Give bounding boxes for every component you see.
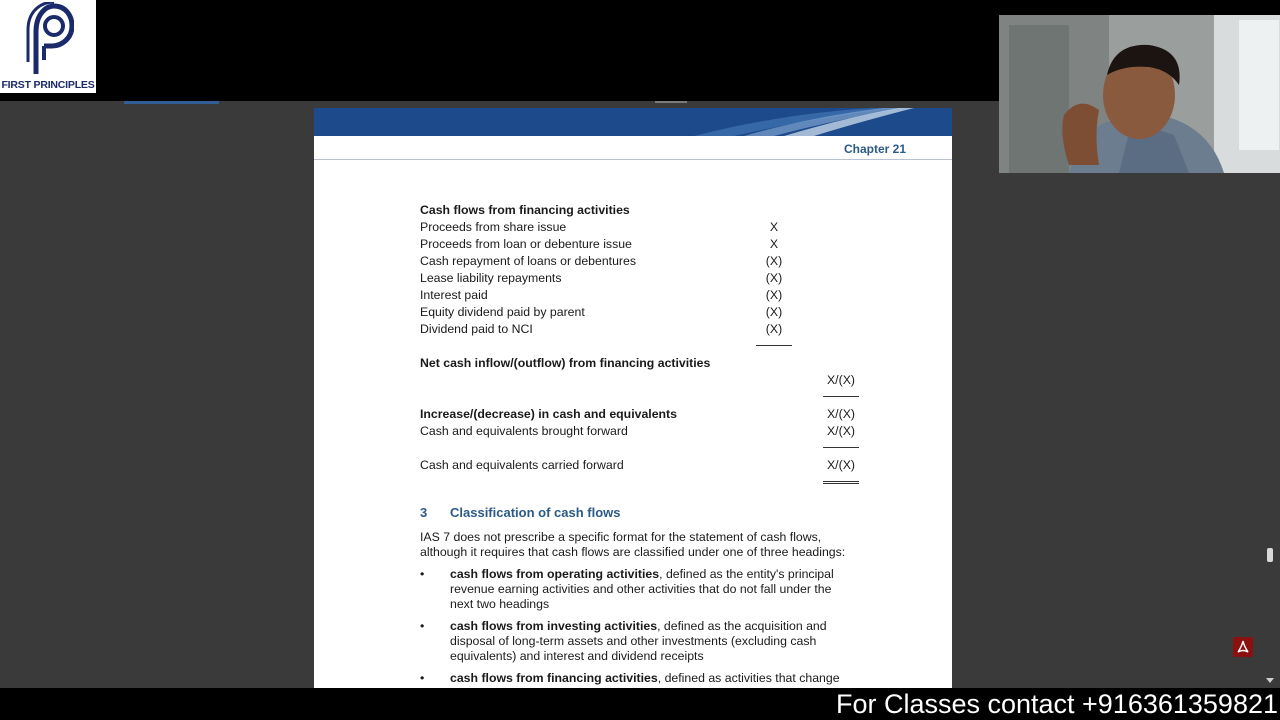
summary-row bbox=[420, 406, 880, 423]
scroll-down-arrow-icon[interactable] bbox=[1266, 678, 1274, 683]
table-row bbox=[420, 287, 880, 304]
net-cash-label: Net cash inflow/(outflow) from financing activities bbox=[420, 356, 711, 370]
bullet-term: cash flows from operating activities bbox=[450, 567, 660, 581]
summary-row bbox=[420, 423, 880, 440]
subtotal-rule bbox=[756, 345, 792, 346]
row-label: Cash repayment of loans or debentures bbox=[420, 254, 637, 268]
net-cash-row bbox=[420, 355, 880, 372]
net-cash-value: X/(X) bbox=[826, 373, 855, 387]
logo-text: FIRST PRINCIPLES bbox=[1, 79, 95, 91]
row-value: X bbox=[769, 220, 779, 234]
row-label: Equity dividend paid by parent bbox=[420, 305, 585, 319]
row-label: Dividend paid to NCI bbox=[420, 322, 533, 336]
section-title: Classification of cash flows bbox=[450, 505, 621, 520]
bullet-dot: • bbox=[420, 619, 425, 633]
scrollbar-thumb[interactable] bbox=[1267, 548, 1273, 562]
bullet-text: next two headings bbox=[450, 597, 550, 611]
bullet-text: revenue earning activities and other activities that do not fall under the bbox=[450, 582, 832, 596]
bullet-text: , defined as activities that change bbox=[657, 671, 840, 685]
pdf-icon[interactable] bbox=[1233, 637, 1253, 657]
logo bbox=[0, 0, 96, 93]
webcam-feed bbox=[999, 15, 1280, 173]
table-row bbox=[420, 236, 880, 253]
list-item bbox=[420, 671, 875, 688]
double-total-rule bbox=[823, 483, 859, 484]
first-principles-logo-icon bbox=[22, 2, 74, 76]
section-number: 3 bbox=[420, 505, 428, 520]
bullet-text: disposal of long-term assets and other investments (excluding cash bbox=[450, 634, 817, 648]
chapter-label: Chapter 21 bbox=[843, 142, 906, 156]
summary-value: X/(X) bbox=[826, 407, 855, 421]
section-heading bbox=[420, 505, 621, 520]
financing-heading-row bbox=[420, 202, 880, 219]
summary-label: Cash and equivalents brought forward bbox=[420, 424, 628, 438]
bullet-term: cash flows from financing activities bbox=[450, 671, 658, 685]
active-tab-indicator[interactable] bbox=[124, 101, 219, 104]
intro-line: although it requires that cash flows are classified under one of three headings: bbox=[420, 545, 846, 559]
summary-row bbox=[420, 457, 880, 474]
pdf-page bbox=[314, 108, 952, 688]
row-value: (X) bbox=[765, 288, 783, 302]
net-cash-value-row bbox=[420, 372, 880, 389]
bullet-text: equivalents) and interest and dividend receipts bbox=[450, 649, 704, 663]
bullet-text: , defined as the entity's principal bbox=[659, 567, 834, 581]
intro-paragraph bbox=[420, 530, 875, 560]
total-rule bbox=[823, 396, 859, 397]
bullet-dot: • bbox=[420, 671, 425, 685]
table-row bbox=[420, 219, 880, 236]
row-label: Lease liability repayments bbox=[420, 271, 562, 285]
row-value: (X) bbox=[765, 254, 783, 268]
list-item bbox=[420, 619, 875, 667]
list-item bbox=[420, 567, 875, 615]
subtotal-rule bbox=[823, 447, 859, 448]
table-row bbox=[420, 270, 880, 287]
row-value: (X) bbox=[765, 322, 783, 336]
table-row bbox=[420, 304, 880, 321]
contact-banner: For Classes contact +916361359821 bbox=[835, 689, 1278, 719]
row-value: X bbox=[769, 237, 779, 251]
row-value: (X) bbox=[765, 305, 783, 319]
bullet-text: , defined as the acquisition and bbox=[657, 619, 827, 633]
webcam-image bbox=[999, 15, 1280, 173]
table-row bbox=[420, 253, 880, 270]
bullet-term: cash flows from investing activities bbox=[450, 619, 658, 633]
row-label: Proceeds from share issue bbox=[420, 220, 567, 234]
page-header-banner bbox=[314, 108, 952, 136]
table-row bbox=[420, 321, 880, 338]
bullet-dot: • bbox=[420, 567, 425, 581]
row-label: Interest paid bbox=[420, 288, 488, 302]
header-rule bbox=[314, 159, 952, 160]
row-label: Proceeds from loan or debenture issue bbox=[420, 237, 632, 251]
row-value: (X) bbox=[765, 271, 783, 285]
total-rule bbox=[823, 481, 859, 482]
tab-indicator[interactable] bbox=[655, 101, 687, 103]
intro-line: IAS 7 does not prescribe a specific format for the statement of cash flows, bbox=[420, 530, 822, 544]
summary-label: Increase/(decrease) in cash and equivalents bbox=[420, 407, 677, 421]
summary-value: X/(X) bbox=[826, 424, 855, 438]
summary-label: Cash and equivalents carried forward bbox=[420, 458, 624, 472]
summary-value: X/(X) bbox=[826, 458, 855, 472]
financing-heading: Cash flows from financing activities bbox=[420, 203, 630, 217]
